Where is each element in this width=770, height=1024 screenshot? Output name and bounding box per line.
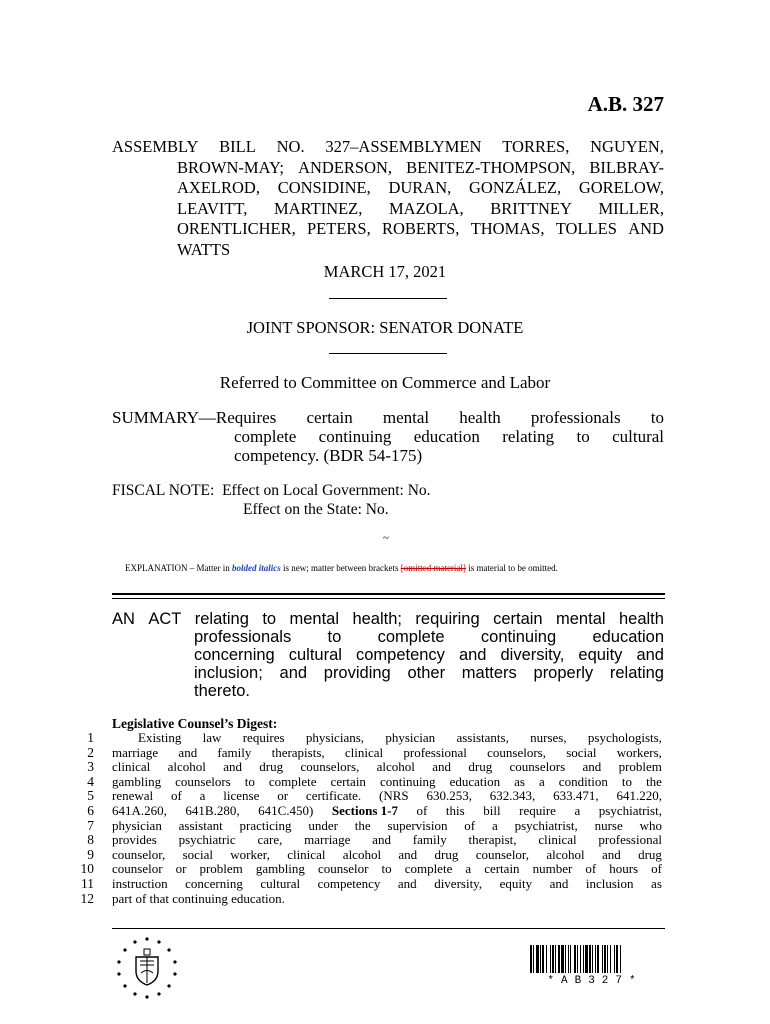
explanation-omitted-sample: [omitted material]: [400, 563, 466, 573]
digest-line: [112, 862, 662, 877]
act-title: [112, 610, 664, 700]
word: to: [244, 773, 255, 789]
word: instruction: [112, 875, 168, 891]
word: psychiatrist,: [514, 817, 578, 833]
word: of: [416, 802, 428, 818]
word: cultural: [612, 427, 664, 446]
sponsor-line: WATTS: [177, 239, 231, 259]
word: professional: [598, 832, 662, 848]
act-line: [194, 628, 664, 646]
word: BRITTNEY: [490, 198, 572, 218]
word: professionals: [194, 628, 292, 646]
word: NO.: [276, 137, 305, 156]
fiscal-note: [112, 481, 431, 519]
word: bill: [483, 802, 501, 818]
barcode-bar: [610, 945, 611, 973]
word: other: [407, 664, 446, 682]
word: mental: [382, 408, 430, 427]
word: and: [549, 875, 569, 891]
explanation-text: is new; matter between brackets: [280, 563, 401, 573]
sponsor-line: [177, 219, 664, 240]
word: requiring: [415, 610, 480, 628]
word: supervision: [387, 817, 448, 833]
word: certain: [493, 610, 543, 628]
word: and: [636, 646, 664, 664]
summary-block: [112, 408, 664, 465]
act-line: [194, 664, 664, 682]
word: alcohol: [376, 759, 415, 775]
word: ACT: [148, 610, 182, 628]
word: who: [639, 817, 662, 833]
act-line: [112, 610, 664, 628]
barcode-icon: [530, 945, 660, 973]
word: SUMMARY—Requires: [112, 408, 277, 427]
word: counselor,: [112, 846, 166, 862]
summary-line: [112, 408, 664, 427]
word: and: [432, 759, 452, 775]
word: certain: [330, 773, 366, 789]
word: MARTINEZ,: [274, 198, 363, 218]
word: worker,: [230, 846, 270, 862]
barcode-bar: [542, 945, 544, 973]
word: law: [202, 730, 222, 745]
barcode-bar: [558, 945, 560, 973]
word: GONZÁLEZ,: [469, 178, 562, 197]
word: BROWN-MAY;: [177, 157, 284, 177]
sponsor-line: [177, 199, 664, 220]
digest-line: [112, 789, 662, 804]
barcode-bar: [597, 945, 599, 973]
word: BENITEZ-THOMPSON,: [406, 157, 576, 177]
word: Existing: [138, 730, 182, 745]
line-numbers: [66, 731, 94, 906]
word: Sections 1-7: [331, 802, 398, 818]
word: diversity,: [500, 646, 565, 664]
word: counselors: [175, 773, 231, 789]
word: concerning: [194, 646, 275, 664]
word: to: [381, 861, 392, 877]
word: equity: [499, 875, 533, 891]
word: the: [354, 817, 371, 833]
word: certain: [306, 408, 353, 427]
word: education: [592, 628, 664, 646]
word: continuing: [480, 628, 557, 646]
sponsor-line: [112, 137, 664, 158]
word: clinical: [112, 759, 151, 775]
word: BILL: [219, 137, 256, 156]
word: continuing: [379, 773, 436, 789]
word: clinical: [287, 846, 326, 862]
word: 632.343,: [489, 788, 536, 804]
word: counselor: [317, 861, 369, 877]
word: a: [465, 861, 472, 877]
committee-referral: Referred to Committee on Commerce and Labor: [219, 373, 551, 392]
barcode-bar: [604, 945, 606, 973]
divider: [329, 353, 447, 354]
fiscal-note-local: Effect on Local Government: No.: [222, 482, 431, 499]
word: to: [576, 427, 590, 446]
barcode-bar: [577, 945, 578, 973]
word: and: [458, 646, 487, 664]
word: health;: [352, 610, 402, 628]
introduction-date: MARCH 17, 2021: [323, 262, 447, 281]
barcode-bar: [607, 945, 608, 973]
sponsor-line: [177, 178, 664, 199]
word: alcohol: [167, 759, 206, 775]
line-number: 11: [81, 875, 94, 891]
word: alcohol: [342, 846, 382, 862]
word: to: [262, 610, 277, 628]
barcode-bar: [536, 945, 539, 973]
barcode-text: *AB327*: [547, 975, 643, 987]
word: workers,: [616, 744, 662, 760]
barcode-bar: [570, 945, 571, 973]
word: education: [449, 773, 501, 789]
word: or: [175, 861, 187, 877]
word: clinical: [344, 744, 384, 760]
barcode-bar: [614, 945, 615, 973]
word: BILBRAY-: [589, 157, 664, 177]
word: drug: [259, 759, 284, 775]
word: of: [585, 861, 597, 877]
word: 327–ASSEMBLYMEN: [325, 137, 482, 156]
word: cultural: [288, 646, 342, 664]
word: and: [582, 759, 602, 775]
word: assistants,: [456, 730, 509, 745]
word: professional: [403, 744, 467, 760]
word: competency: [355, 646, 445, 664]
word: 641A.260,: [112, 802, 167, 818]
word: or: [277, 788, 289, 804]
word: and: [398, 846, 418, 862]
word: problem: [618, 759, 662, 775]
word: under: [308, 817, 338, 833]
explanation-new-sample: bolded italics: [232, 563, 281, 573]
word: competency: [317, 875, 381, 891]
barcode-bar: [565, 945, 566, 973]
act-line: [194, 646, 664, 664]
joint-sponsor: JOINT SPONSOR: SENATOR DONATE: [246, 318, 524, 337]
act-line: thereto.: [194, 682, 250, 700]
word: DURAN,: [388, 178, 452, 197]
word: professionals: [530, 408, 621, 427]
word: a: [539, 773, 545, 789]
word: MAZOLA,: [388, 198, 464, 218]
digest-body: [112, 731, 662, 906]
divider: [329, 298, 447, 299]
digest-line: part of that continuing education.: [112, 890, 285, 906]
word: ROBERTS,: [382, 219, 460, 238]
sponsor-line: [177, 158, 664, 179]
word: inclusion;: [194, 664, 263, 682]
word: provides: [112, 832, 157, 848]
word: 633.471,: [553, 788, 599, 804]
barcode-bar: [580, 945, 581, 973]
word: and: [372, 832, 391, 848]
barcode-bar: [592, 945, 593, 973]
word: to: [621, 773, 633, 789]
barcode-bar: [585, 945, 588, 973]
barcode-bar: [620, 945, 621, 973]
word: marriage: [112, 744, 159, 760]
sponsor-block: [112, 137, 664, 260]
word: requires: [242, 730, 285, 745]
word: a: [491, 817, 498, 833]
word: education: [413, 427, 480, 446]
word: a: [199, 788, 206, 804]
word: clinical: [538, 832, 577, 848]
word: counselors,: [300, 759, 360, 775]
digest-line: [112, 877, 662, 892]
line-number: 8: [87, 832, 94, 848]
word: ANDERSON,: [298, 157, 393, 177]
barcode-bar: [555, 945, 556, 973]
word: hours: [609, 861, 639, 877]
word: assistant: [178, 817, 223, 833]
line-number: 9: [87, 846, 94, 862]
word: to: [327, 628, 342, 646]
digest-line: [112, 746, 662, 761]
word: physician: [112, 817, 162, 833]
barcode-bar: [589, 945, 591, 973]
word: counselors: [509, 759, 566, 775]
word: problem: [199, 861, 243, 877]
word: psychiatric: [178, 832, 236, 848]
word: to: [650, 408, 664, 427]
word: AND: [628, 219, 664, 238]
barcode-bar: [530, 945, 532, 973]
word: complete: [234, 427, 297, 446]
line-number: 7: [87, 817, 94, 833]
word: therapists,: [271, 744, 325, 760]
barcode-bar: [552, 945, 554, 973]
word: family: [217, 744, 252, 760]
word: certain: [484, 861, 520, 877]
barcode-bar: [574, 945, 576, 973]
word: health: [618, 610, 664, 628]
word: health: [459, 408, 501, 427]
word: ORENTLICHER,: [177, 219, 296, 238]
word: equity: [578, 646, 623, 664]
word: 641C.450): [258, 802, 314, 818]
fiscal-note-label: FISCAL NOTE:: [112, 482, 215, 499]
barcode-bar: [602, 945, 603, 973]
summary-line: [234, 427, 664, 446]
word: CONSIDINE,: [277, 178, 371, 197]
word: relating: [194, 610, 249, 628]
line-number: 10: [80, 861, 94, 877]
digest-line: [112, 848, 662, 863]
word: social: [182, 846, 213, 862]
word: certificate.: [305, 788, 362, 804]
word: family: [412, 832, 447, 848]
word: complete: [377, 628, 445, 646]
line-number: 5: [87, 788, 94, 804]
digest-line: [112, 804, 662, 819]
word: counselor,: [475, 846, 529, 862]
barcode-bar: [561, 945, 564, 973]
barcode-bar: [568, 945, 569, 973]
word: nurses,: [530, 730, 567, 745]
word: drug: [468, 759, 493, 775]
explanation-text: EXPLANATION – Matter in: [125, 563, 232, 573]
word: PETERS,: [306, 219, 371, 238]
tilde-mark: ~: [383, 532, 389, 544]
line-number: 12: [80, 890, 94, 906]
word: social: [566, 744, 597, 760]
word: TOLLES: [555, 219, 617, 238]
line-number: 4: [87, 773, 94, 789]
summary-line: competency. (BDR 54-175): [234, 446, 423, 465]
word: complete: [268, 773, 317, 789]
digest-heading: Legislative Counsel’s Digest:: [112, 716, 278, 731]
word: (NRS: [378, 788, 409, 804]
word: AXELROD,: [177, 178, 260, 197]
word: inclusion: [585, 875, 634, 891]
line-number: 2: [87, 744, 94, 760]
explanation-text: is material to be omitted.: [465, 563, 558, 573]
word: require: [519, 802, 556, 818]
word: condition: [558, 773, 608, 789]
word: and: [601, 846, 621, 862]
line-number: 3: [87, 759, 94, 775]
word: mental: [556, 610, 606, 628]
word: the: [646, 773, 662, 789]
word: physician: [385, 730, 436, 745]
word: NGUYEN,: [590, 137, 664, 156]
word: of: [651, 861, 662, 877]
divider: [112, 598, 665, 599]
word: nurse: [594, 817, 623, 833]
word: relating: [502, 427, 555, 446]
word: a: [574, 802, 581, 818]
word: providing: [323, 664, 391, 682]
word: and: [397, 875, 417, 891]
word: GORELOW,: [578, 178, 664, 197]
word: physicians,: [305, 730, 365, 745]
barcode-bar: [616, 945, 618, 973]
digest-line: [112, 760, 662, 775]
word: and: [178, 744, 198, 760]
word: 641B.280,: [185, 802, 240, 818]
explanation-note: [125, 563, 558, 573]
word: counselor: [112, 861, 163, 877]
digest-line: [138, 731, 662, 746]
word: number: [532, 861, 573, 877]
word: MILLER,: [598, 198, 664, 218]
word: marriage: [304, 832, 351, 848]
word: THOMAS,: [470, 219, 545, 238]
word: diversity,: [434, 875, 483, 891]
word: practicing: [239, 817, 292, 833]
word: matters: [461, 664, 517, 682]
state-seal-icon: [114, 935, 180, 1001]
word: counselors,: [487, 744, 546, 760]
word: TORRES,: [502, 137, 570, 156]
bill-number: A.B. 327: [587, 92, 664, 116]
word: 630.253,: [426, 788, 472, 804]
barcode-bar: [595, 945, 596, 973]
barcode-bar: [533, 945, 534, 973]
word: and: [279, 664, 308, 682]
fiscal-note-state: Effect on the State: No.: [243, 501, 389, 518]
word: psychologists,: [587, 730, 662, 745]
divider: [112, 593, 665, 595]
word: complete: [404, 861, 453, 877]
word: gambling: [255, 861, 305, 877]
digest-line: [112, 833, 662, 848]
word: drug: [434, 846, 459, 862]
word: license: [223, 788, 260, 804]
word: of: [170, 788, 182, 804]
word: and: [223, 759, 242, 775]
word: renewal: [112, 788, 154, 804]
word: as: [651, 875, 662, 891]
word: this: [445, 802, 465, 818]
word: 641.220,: [616, 788, 662, 804]
barcode-bar: [546, 945, 547, 973]
word: properly: [533, 664, 594, 682]
footer-divider: [112, 928, 665, 929]
word: cultural: [260, 875, 301, 891]
word: care,: [257, 832, 283, 848]
barcode-bar: [550, 945, 551, 973]
barcode-bar: [540, 945, 541, 973]
word: drug: [638, 846, 662, 862]
line-number: 1: [87, 730, 94, 745]
word: relating: [609, 664, 664, 682]
word: therapist,: [468, 832, 517, 848]
word: psychiatrist,: [598, 802, 662, 818]
digest-line: [112, 775, 662, 790]
digest-line: [112, 819, 662, 834]
word: gambling: [112, 773, 162, 789]
word: LEAVITT,: [177, 198, 248, 218]
word: continuing: [318, 427, 392, 446]
word: ASSEMBLY: [112, 137, 199, 156]
word: concerning: [185, 875, 243, 891]
line-number: 6: [87, 802, 94, 818]
word: mental: [289, 610, 340, 628]
word: of: [464, 817, 476, 833]
word: alcohol: [546, 846, 585, 862]
word: as: [514, 773, 525, 789]
barcode-bar: [583, 945, 584, 973]
word: AN: [112, 610, 135, 628]
